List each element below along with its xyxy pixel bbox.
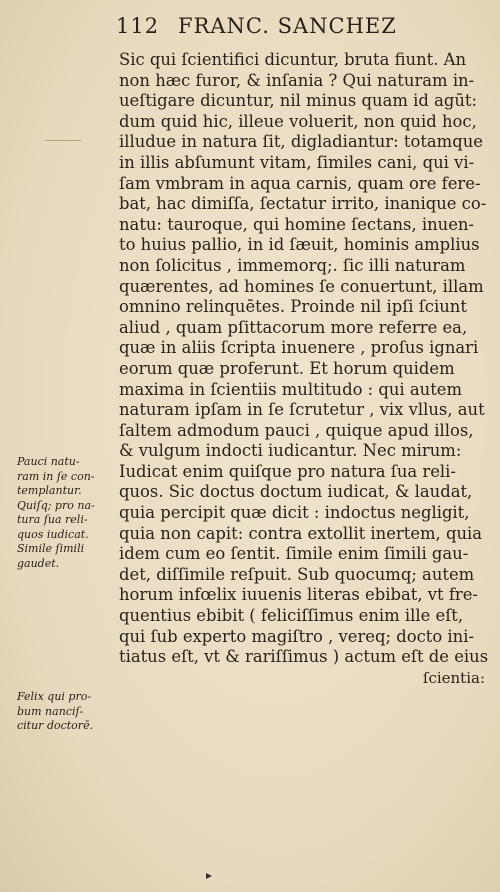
text-line: horum infœlix iuuenis literas ebibat, vt fre- bbox=[119, 585, 478, 605]
margin-note bbox=[17, 455, 117, 571]
margin-note-line: gaudet. bbox=[17, 556, 60, 570]
text-line: Sic qui ſcientifici dicuntur, bruta fiunt. An bbox=[119, 50, 467, 69]
text-line: det, diſſimile reſpuit. Sub quocumq; autem bbox=[119, 564, 475, 584]
margin-note-line: ram in ſe con- bbox=[17, 469, 95, 483]
margin-note bbox=[17, 690, 117, 734]
text-line: omnino relinquētes. Proinde nil ipſi ſciunt bbox=[119, 297, 467, 317]
margin-note-line: bum nanciſ- bbox=[17, 704, 84, 718]
text-line: tiatus eſt, vt & rariſſimus ) actum eſt de eius bbox=[119, 647, 489, 667]
text-line: eorum quæ proferunt. Et horum quidem bbox=[119, 358, 455, 378]
page-header bbox=[116, 14, 488, 38]
main-text-block bbox=[119, 50, 489, 688]
margin-note-line: Pauci natu- bbox=[17, 455, 80, 468]
text-line: idem cum eo ſentit. ſimile enim ſimili gau- bbox=[119, 544, 469, 564]
text-line: maxima in ſcientiis multitudo : qui autem bbox=[119, 379, 463, 399]
printer-ornament-icon bbox=[205, 872, 213, 880]
text-line: qui ſub experto magiſtro , vereq; docto ini- bbox=[119, 626, 474, 646]
text-line: quos. Sic doctus doctum iudicat, & laudat, bbox=[119, 482, 473, 502]
text-line: ueſtigare dicuntur, nil minus quam id agūt: bbox=[119, 91, 477, 111]
text-line: quia non capit: contra extollit inertem, quia bbox=[119, 523, 483, 543]
margin-rule bbox=[45, 140, 81, 141]
margin-note-line: Felix qui pro- bbox=[17, 690, 92, 703]
text-line: Iudicat enim quiſque pro natura ſua reli- bbox=[119, 461, 456, 481]
text-line: quæ in aliis ſcripta inuenere , proſus ignari bbox=[119, 338, 479, 358]
margin-note-line: Simile ſimili bbox=[17, 542, 85, 555]
text-line: illudue in natura ſit, digladiantur: totamque bbox=[119, 132, 483, 152]
text-line: quentius ebibit ( feliciſſimus enim ille eſt, bbox=[119, 606, 464, 626]
margin-note-line: citur doctorē. bbox=[17, 719, 94, 732]
text-line: aliud , quam pſittacorum more referre ea, bbox=[119, 317, 468, 337]
margin-note-line: Quiſq; pro na- bbox=[17, 498, 95, 512]
text-line: natu: tauroque, qui homine ſectans, inuen- bbox=[119, 214, 475, 234]
page-number: 112 bbox=[116, 14, 160, 38]
text-line: bat, hac dimiſſa, ſectatur irrito, inanique co- bbox=[119, 194, 487, 214]
text-line: dum quid hic, illeue voluerit, non quid hoc, bbox=[119, 111, 477, 131]
margin-note-line: templantur. bbox=[17, 484, 82, 497]
text-line: naturam ipſam in ſe ſcrutetur , vix vllus, aut bbox=[119, 400, 485, 420]
margin-note-line: quos iudicat. bbox=[17, 527, 89, 541]
text-line: quia percipit quæ dicit : indoctus negligit, bbox=[119, 503, 470, 523]
text-line: to huius pallio, in id ſæuit, hominis amplius bbox=[119, 235, 480, 255]
catchword: ſcientia: bbox=[422, 668, 485, 687]
text-line: & vulgum indocti iudicantur. Nec mirum: bbox=[119, 441, 462, 461]
margin-note-line: tura ſua reli- bbox=[17, 513, 88, 526]
text-line: non hæc furor, & inſania ? Qui naturam in- bbox=[119, 70, 475, 90]
running-title: FRANC. SANCHEZ bbox=[178, 14, 397, 38]
text-line: ſaltem admodum pauci , quique apud illos, bbox=[119, 420, 474, 440]
text-line: ſam vmbram in aqua carnis, quam ore fere- bbox=[119, 173, 481, 193]
text-line: in illis abſumunt vitam, ſimiles cani, qui vi- bbox=[119, 152, 475, 172]
text-line: non ſolicitus , immemorq;. ſic illi naturam bbox=[119, 255, 466, 275]
text-line: quærentes, ad homines ſe conuertunt, illam bbox=[119, 276, 484, 296]
